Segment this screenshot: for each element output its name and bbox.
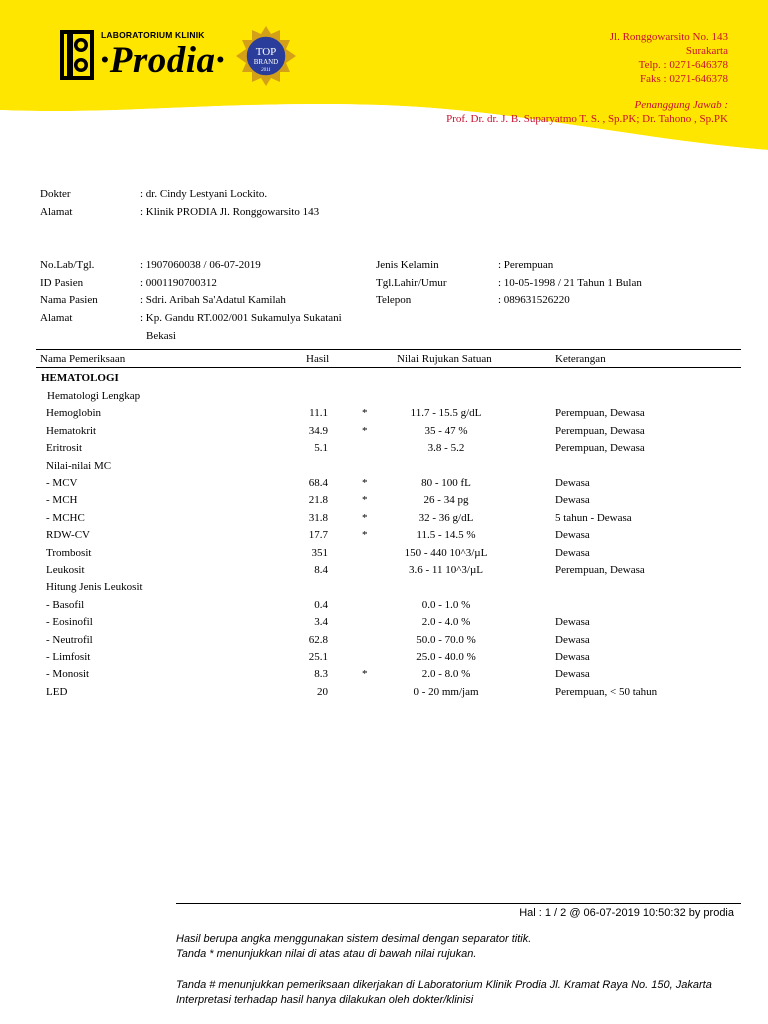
birthdate-value: : 10-05-1998 / 21 Tahun 1 Bulan (498, 277, 642, 289)
cell-name: - Monosit (46, 668, 90, 681)
cell-flag: * (362, 424, 368, 437)
table-row (0, 546, 768, 564)
cell-reference: 50.0 - 70.0 % (416, 633, 476, 646)
cell-reference: 2.0 - 8.0 % (421, 668, 471, 681)
section-title: HEMATOLOGI (41, 372, 119, 384)
cell-flag: * (362, 477, 368, 489)
cell-name: Hematologi Lengkap (47, 390, 141, 402)
cell-reference: 11.5 - 14.5 % (416, 529, 476, 542)
cell-name: Nilai-nilai MC (46, 459, 112, 472)
cell-reference: 35 - 47 % (424, 424, 468, 437)
lab-number-label: No.Lab/Tgl. (40, 259, 95, 271)
table-header-rule (36, 367, 741, 368)
cell-name: - Basofil (46, 598, 85, 611)
patient-address-label: Alamat (40, 312, 73, 324)
cell-note: Dewasa (555, 546, 590, 559)
responsible-names: Prof. Dr. dr. J. B. Suparyatmo T. S. , Sp.PK; Dr. Tahono , Sp.PK (446, 113, 728, 125)
patient-address-value: : Kp. Gandu RT.002/001 Sukamulya Sukatani (140, 312, 342, 324)
footer-rule (176, 903, 741, 904)
cell-reference: 0 - 20 mm/jam (413, 685, 479, 698)
cell-reference: 80 - 100 fL (421, 477, 471, 489)
cell-reference: 0.0 - 1.0 % (421, 598, 471, 611)
cell-reference: 25.0 - 40.0 % (416, 651, 476, 663)
cell-note: Perempuan, Dewasa (555, 442, 645, 455)
cell-result: 5.1 (314, 442, 328, 455)
cell-result: 34.9 (308, 424, 328, 437)
cell-result: 3.4 (314, 616, 328, 629)
cell-name: Trombosit (46, 546, 92, 559)
cell-note: Perempuan, Dewasa (555, 407, 645, 420)
cell-note: Dewasa (555, 651, 590, 663)
phone-value: : 089631526220 (498, 294, 570, 306)
badge-year: 2011 (261, 68, 271, 73)
cell-reference: 3.6 - 11 10^3/µL (408, 564, 484, 576)
table-row (0, 598, 768, 616)
cell-reference: 26 - 34 pg (423, 494, 469, 507)
header-name: Nama Pemeriksaan (40, 353, 126, 365)
cell-name: Hematokrit (46, 424, 97, 437)
cell-name: - MCV (46, 477, 78, 489)
patient-id-label: ID Pasien (40, 277, 84, 289)
cell-note: Dewasa (555, 494, 590, 507)
header-reference: Nilai Rujukan Satuan (397, 353, 492, 365)
cell-reference: 2.0 - 4.0 % (421, 616, 471, 629)
cell-name: - MCH (46, 494, 78, 507)
table-row (0, 511, 768, 529)
cell-reference: 32 - 36 g/dL (418, 511, 474, 524)
cell-name: Hemoglobin (46, 407, 101, 420)
cell-reference: 3.8 - 5.2 (427, 442, 465, 455)
cell-result: 8.4 (314, 564, 328, 576)
cell-note: Dewasa (555, 477, 590, 489)
cell-result: 351 (311, 546, 328, 559)
page-info: Hal : 1 / 2 @ 06-07-2019 10:50:32 by prodia (519, 907, 734, 919)
cell-note: Dewasa (555, 529, 590, 542)
cell-name: - Eosinofil (46, 616, 93, 629)
cell-name: Eritrosit (46, 442, 83, 455)
table-row (0, 493, 768, 511)
table-row (0, 476, 768, 494)
cell-name: Hitung Jenis Leukosit (46, 581, 143, 594)
badge-line1: TOP (255, 46, 277, 58)
table-row (0, 424, 768, 442)
logo-top-text: LABORATORIUM KLINIK (101, 30, 205, 40)
cell-result: 17.7 (308, 529, 328, 542)
table-row (0, 528, 768, 546)
birthdate-label: Tgl.Lahir/Umur (376, 277, 447, 289)
cell-flag: * (362, 494, 368, 507)
lab-address (610, 30, 728, 86)
phone-label: Telepon (376, 294, 412, 306)
lab-number-value: : 1907060038 / 06-07-2019 (140, 259, 261, 271)
header-note: Keterangan (555, 353, 606, 365)
cell-result: 62.8 (308, 633, 328, 646)
responsible-block (446, 98, 728, 126)
cell-result: 21.8 (308, 494, 328, 507)
cell-result: 20 (317, 685, 328, 698)
address-city: Surakarta (685, 45, 728, 57)
table-row (0, 389, 768, 407)
patient-name-label: Nama Pasien (40, 294, 98, 306)
patient-id-value: : 0001190700312 (140, 277, 217, 289)
cell-note: Dewasa (555, 668, 590, 681)
footer-note-interpretation: Interpretasi terhadap hasil hanya dilakukan oleh dokter/klinisi (176, 994, 474, 1006)
cell-name: Leukosit (46, 564, 85, 576)
cell-name: RDW-CV (46, 529, 90, 542)
cell-result: 8.3 (314, 668, 328, 681)
cell-result: 68.4 (308, 477, 328, 489)
cell-name: - MCHC (46, 511, 85, 524)
top-brand-badge-icon (236, 26, 296, 86)
badge-line2: BRAND (253, 58, 279, 66)
patient-name-value: : Sdri. Aribah Sa'Adatul Kamilah (140, 294, 286, 306)
address-line1: Jl. Ronggowarsito No. 143 (609, 31, 728, 43)
responsible-label: Penanggung Jawab : (634, 99, 728, 111)
doctor-value: : dr. Cindy Lestyani Lockito. (140, 188, 268, 200)
cell-note: 5 tahun - Dewasa (555, 511, 632, 524)
patient-address-line2: Bekasi (146, 330, 176, 342)
cell-note: Dewasa (555, 633, 590, 646)
cell-name: LED (46, 685, 68, 698)
table-row (0, 580, 768, 598)
cell-note: Dewasa (555, 616, 590, 629)
cell-note: Perempuan, Dewasa (555, 424, 645, 437)
doctor-address-label: Alamat (40, 206, 73, 218)
cell-result: 11.1 (309, 407, 328, 420)
table-row (0, 667, 768, 685)
table-top-rule (36, 349, 741, 350)
gender-label: Jenis Kelamin (376, 259, 439, 271)
cell-result: 25.1 (308, 651, 328, 663)
footer-note-asterisk: Tanda * menunjukkan nilai di atas atau di bawah nilai rujukan. (176, 948, 477, 960)
table-row (0, 459, 768, 477)
cell-name: - Limfosit (46, 651, 91, 663)
logo-brand-text: ·Prodia· (100, 40, 226, 81)
footer-note-hash: Tanda # menunjukkan pemeriksaan dikerjakan di Laboratorium Klinik Prodia Jl. Kramat Raya No. 150, Jakarta (176, 979, 712, 991)
prodia-logo-icon (60, 30, 94, 80)
table-row (0, 441, 768, 459)
doctor-label: Dokter (40, 188, 71, 200)
header-result: Hasil (306, 353, 330, 365)
address-phone: Telp. : 0271-646378 (638, 59, 728, 71)
cell-note: Perempuan, Dewasa (555, 564, 645, 576)
cell-result: 0.4 (314, 598, 328, 611)
logo-brand-name: Prodia (109, 40, 216, 81)
table-row (0, 563, 768, 581)
cell-note: Perempuan, < 50 tahun (555, 685, 658, 698)
footer-note-decimal: Hasil berupa angka menggunakan sistem desimal dengan separator titik. (176, 933, 532, 945)
cell-flag: * (362, 529, 368, 542)
table-row (0, 685, 768, 703)
table-row (0, 633, 768, 651)
cell-name: - Neutrofil (46, 633, 93, 646)
cell-flag: * (362, 407, 368, 420)
cell-result: 31.8 (308, 511, 328, 524)
cell-reference: 11.7 - 15.5 g/dL (410, 407, 482, 420)
address-fax: Faks : 0271-646378 (640, 73, 728, 85)
doctor-address-value: : Klinik PRODIA Jl. Ronggowarsito 143 (140, 206, 320, 218)
table-row (0, 615, 768, 633)
table-row (0, 650, 768, 668)
cell-flag: * (362, 511, 368, 524)
table-row (0, 406, 768, 424)
cell-reference: 150 - 440 10^3/µL (404, 546, 488, 559)
cell-flag: * (362, 668, 368, 681)
gender-value: : Perempuan (498, 259, 554, 271)
